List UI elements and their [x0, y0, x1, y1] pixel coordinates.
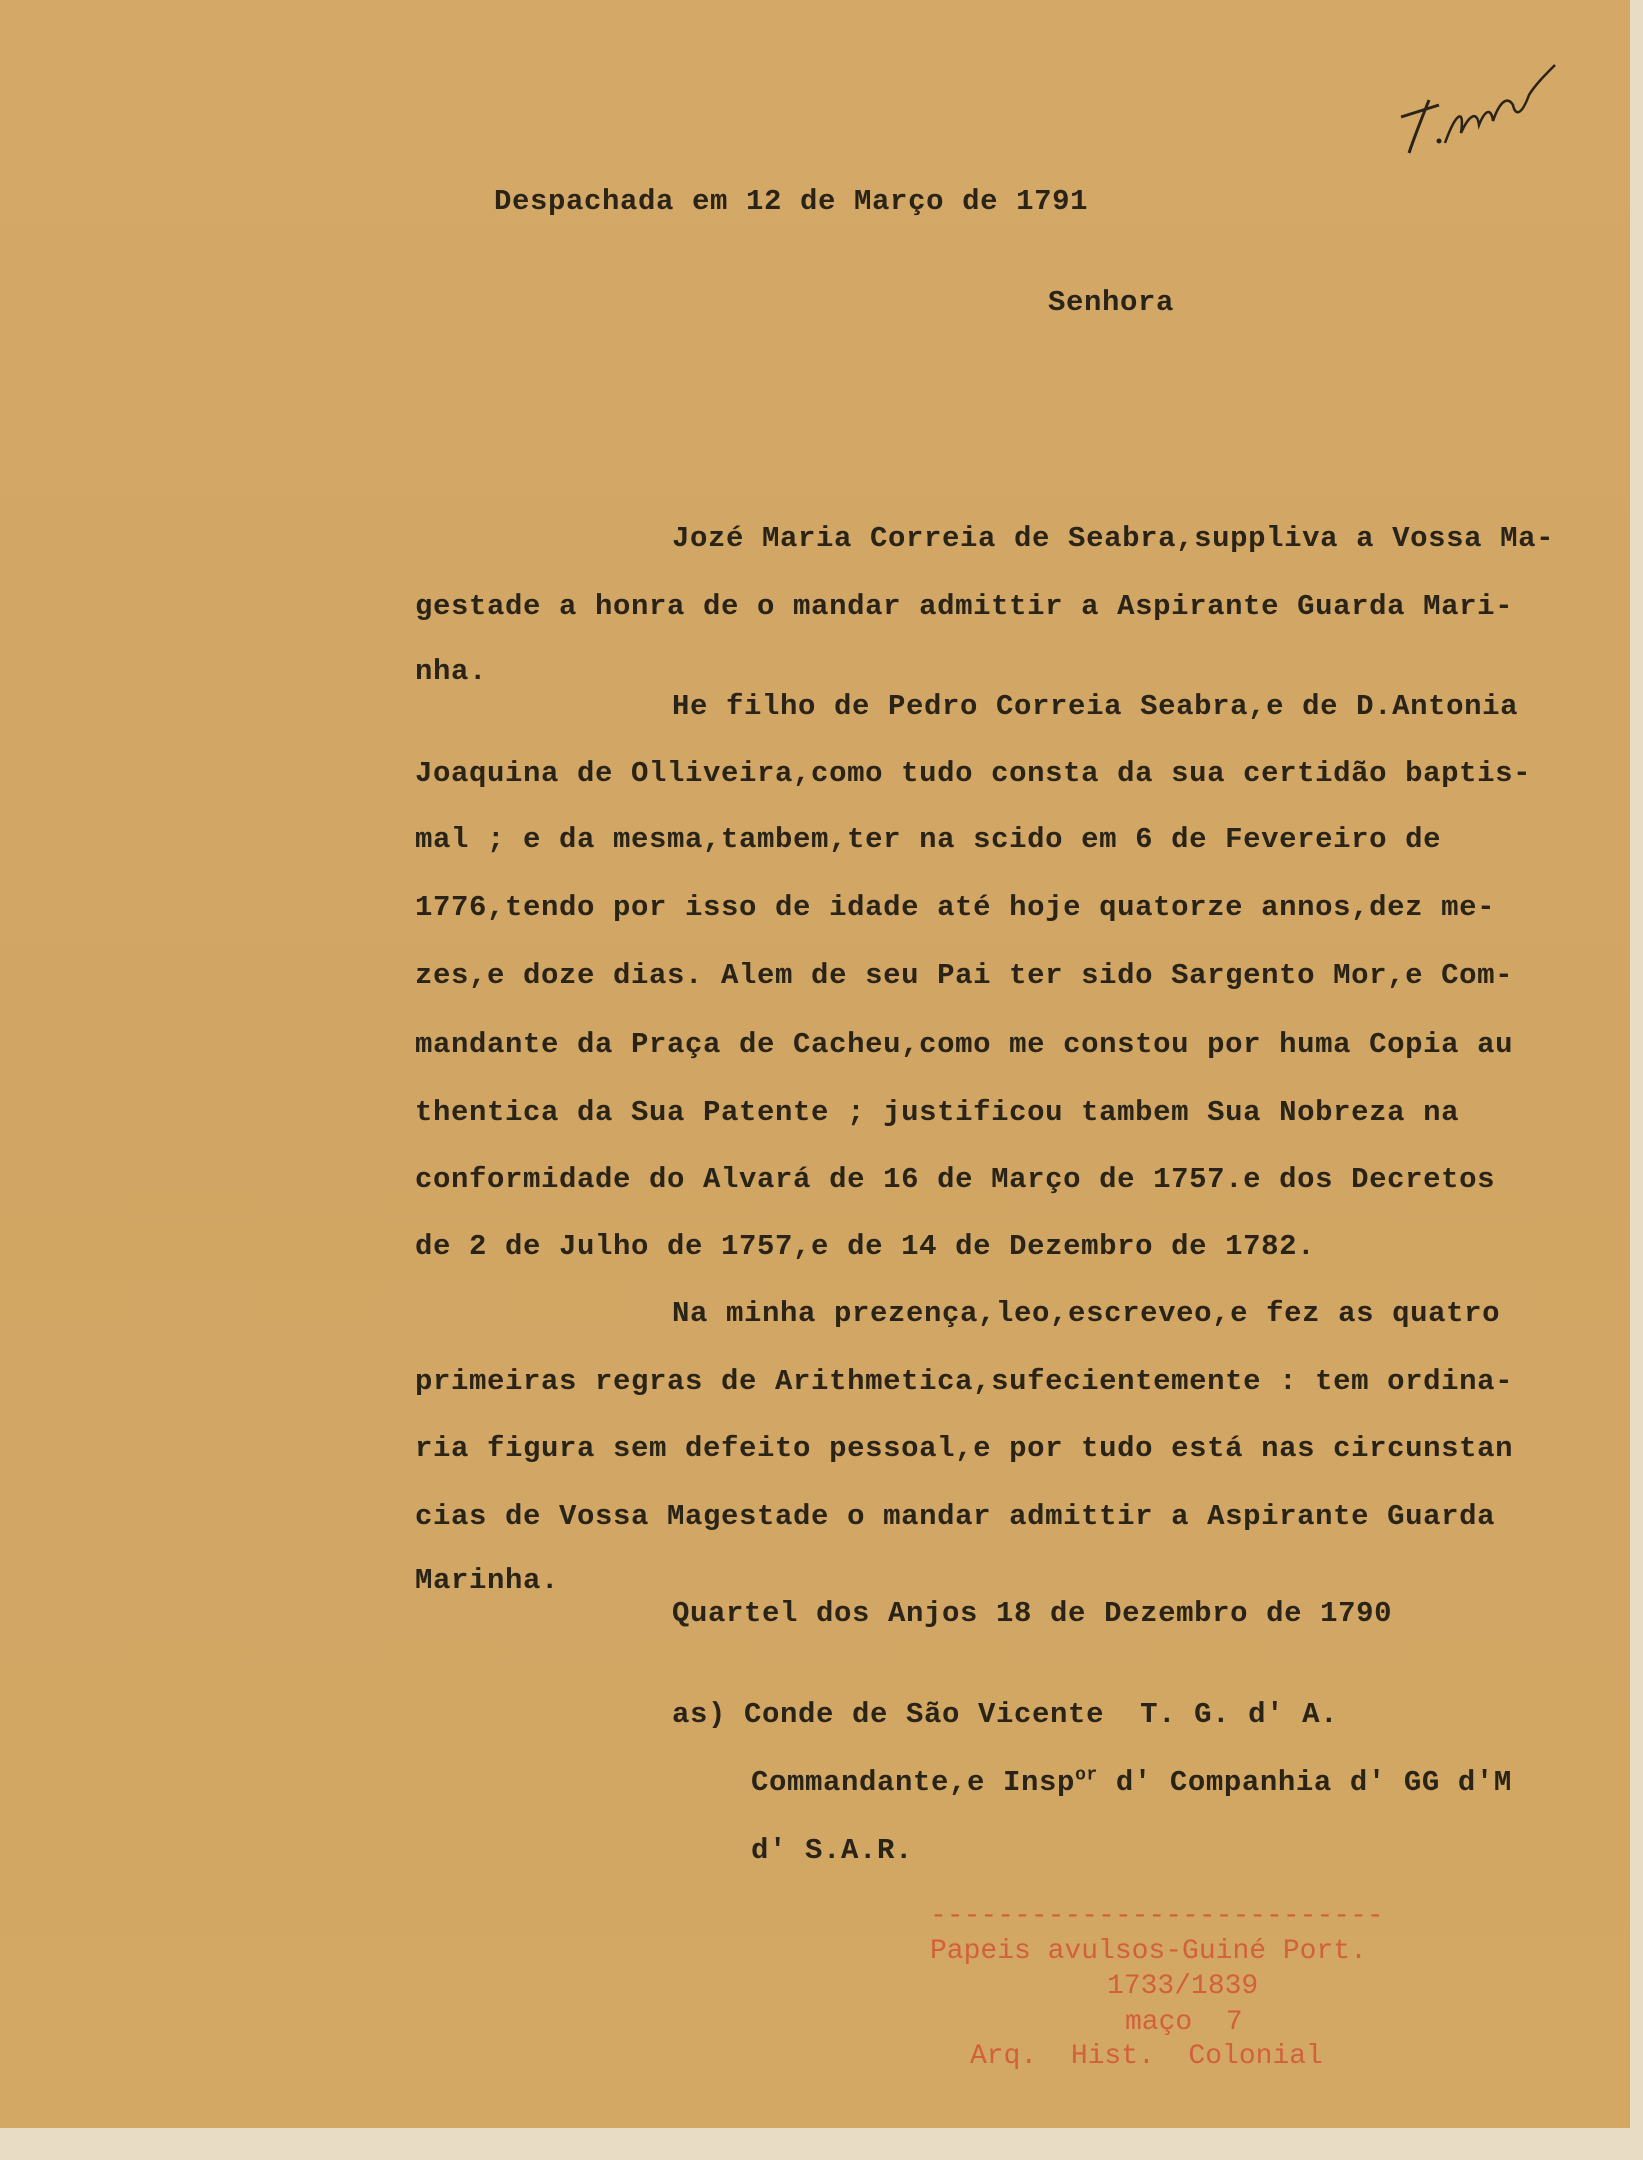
body-line: gestade a honra de o mandar admittir a Aspirante Guarda Mari- [415, 590, 1514, 623]
handwritten-signature [1395, 55, 1595, 165]
scan-border-right [1630, 0, 1643, 2160]
body-line: cias de Vossa Magestade o mandar admittir a Aspirante Guarda [415, 1500, 1496, 1533]
dispatch-date: Despachada em 12 de Março de 1791 [494, 185, 1089, 218]
body-line: ria figura sem defeito pessoal,e por tudo está nas circunstan [415, 1432, 1514, 1465]
signatory-affiliation: d' S.A.R. [751, 1834, 914, 1867]
body-line: Jozé Maria Correia de Seabra,suppliva a Vossa Ma- [672, 522, 1555, 555]
body-line: Joaquina de Olliveira,como tudo consta da sua certidão baptis- [415, 757, 1532, 790]
signatory-line: as) Conde de São Vicente T. G. d' A. [672, 1698, 1339, 1731]
archive-stamp-rule: --------------------------- [930, 1901, 1384, 1932]
archive-stamp-collection: Papeis avulsos-Guiné Port. [930, 1936, 1367, 1967]
body-line: thentica da Sua Patente ; justificou tambem Sua Nobreza na [415, 1096, 1460, 1129]
body-line: 1776,tendo por isso de idade até hoje quatorze annos,dez me- [415, 891, 1496, 924]
body-line: nha. [415, 655, 488, 688]
archive-stamp-dates: 1733/1839 [1107, 1971, 1259, 2002]
body-line: Na minha prezença,leo,escreveo,e fez as quatro [672, 1297, 1501, 1330]
body-line: mal ; e da mesma,tambem,ter na scido em 6 de Fevereiro de [415, 823, 1442, 856]
body-line: primeiras regras de Arithmetica,sufecientemente : tem ordina- [415, 1365, 1514, 1398]
body-line: Marinha. [415, 1564, 560, 1597]
body-line: He filho de Pedro Correia Seabra,e de D.Antonia [672, 690, 1519, 723]
salutation: Senhora [1048, 286, 1175, 319]
signatory-title: Commandante,e Insp$^{or}$ d' Companhia d' GG d'M [751, 1765, 1512, 1799]
body-line: zes,e doze dias. Alem de seu Pai ter sido Sargento Mor,e Com- [415, 959, 1514, 992]
place-date: Quartel dos Anjos 18 de Dezembro de 1790 [672, 1597, 1393, 1630]
body-line: mandante da Praça de Cacheu,como me constou por huma Copia au [415, 1028, 1514, 1061]
body-line: conformidade do Alvará de 16 de Março de 1757.e dos Decretos [415, 1163, 1496, 1196]
body-line: de 2 de Julho de 1757,e de 14 de Dezembro de 1782. [415, 1230, 1316, 1263]
scan-border-bottom [0, 2128, 1643, 2160]
archive-stamp-archive: Arq. Hist. Colonial [970, 2041, 1323, 2072]
archive-stamp-bundle: maço 7 [1125, 2007, 1243, 2038]
